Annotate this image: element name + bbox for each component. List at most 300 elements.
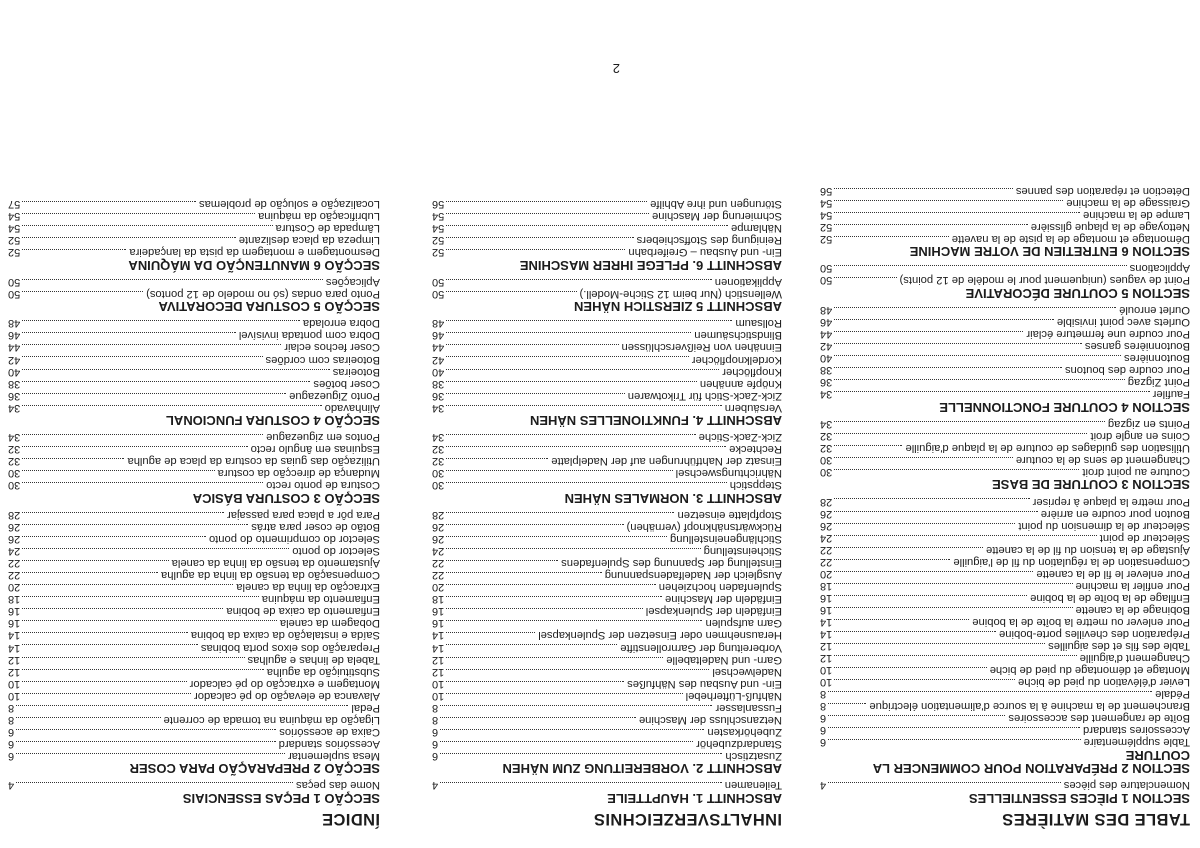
dot-leader <box>16 782 293 783</box>
entry-label: Enfilage de la boîte de la bobine <box>1030 591 1190 604</box>
entry-label: Zusatztisch <box>725 749 782 762</box>
entry-label: Accessoires standard <box>1083 724 1190 737</box>
dot-leader <box>446 344 618 345</box>
toc-entry <box>820 700 1190 712</box>
dot-leader <box>834 277 896 278</box>
entry-label: Alavanca de elevação do pé calcador <box>194 689 380 702</box>
entry-page-number: 36 <box>820 376 833 389</box>
toc-entry <box>8 678 380 690</box>
entry-label: Botão de coser para atrás <box>251 521 380 534</box>
dot-leader <box>834 523 1015 524</box>
toc-entry <box>820 688 1190 700</box>
dot-leader <box>22 201 196 202</box>
toc-entry <box>432 354 782 366</box>
toc-entry <box>820 304 1190 316</box>
toc-entry <box>8 288 380 300</box>
entry-page-number: 34 <box>8 401 21 414</box>
toc-entry <box>432 726 782 738</box>
entry-label: Localização e solução de problemas <box>199 198 380 211</box>
entry-page-number: 54 <box>432 222 445 235</box>
toc-entry <box>8 533 380 545</box>
entry-label: Versäubern <box>724 401 782 414</box>
dot-leader <box>446 470 672 471</box>
toc-section <box>432 779 782 805</box>
dot-leader <box>22 596 259 597</box>
entry-label: Schmierung der Maschine <box>652 210 782 223</box>
toc-entry <box>432 479 782 491</box>
entry-page-number: 30 <box>8 479 21 492</box>
dot-leader <box>440 782 722 783</box>
toc-section <box>8 276 380 314</box>
section-title: ABSCHNITT 1. HAUPTTEILE <box>607 791 782 806</box>
entry-label: Para pôr a placa para passajar <box>227 509 380 522</box>
entry-page-number: 22 <box>820 543 833 556</box>
dot-leader <box>22 446 247 447</box>
entry-page-number: 36 <box>432 389 445 402</box>
dot-leader <box>446 669 709 670</box>
toc-entry <box>820 592 1190 604</box>
entry-label: Ein- und Ausbau des Nähfußes <box>627 677 782 690</box>
entry-label: Spulenfaden hochziehen <box>658 581 782 594</box>
dot-leader <box>446 369 719 370</box>
toc-entry <box>432 467 782 479</box>
toc-entry <box>8 666 380 678</box>
entry-page-number: 50 <box>8 275 21 288</box>
toc-entry <box>820 221 1190 233</box>
entry-label: Kordelknopflöcher <box>691 353 782 366</box>
entry-label: Nome das peças <box>296 779 380 792</box>
entry-page-number: 30 <box>432 467 445 480</box>
entry-label: Einfädeln der Spulenkapsel <box>645 605 782 618</box>
entry-page-number: 46 <box>820 315 833 328</box>
entry-page-number: 54 <box>820 196 833 209</box>
toc-entry <box>8 354 380 366</box>
entry-page-number: 16 <box>8 605 21 618</box>
toc-entry <box>8 455 380 467</box>
entry-label: Changement de sens de la couture <box>1015 453 1190 466</box>
toc-entry <box>432 234 782 246</box>
entry-label: Faufiler <box>1152 388 1190 401</box>
toc-entry <box>820 233 1190 245</box>
toc-entry <box>820 328 1190 340</box>
entry-page-number: 30 <box>8 467 21 480</box>
entry-page-number: 44 <box>8 341 21 354</box>
toc-entry <box>8 521 380 533</box>
toc-entry <box>820 640 1190 652</box>
entry-page-number: 14 <box>8 641 21 654</box>
dot-leader <box>22 548 289 549</box>
toc-entry <box>820 418 1190 430</box>
toc-entry <box>8 593 380 605</box>
entry-page-number: 4 <box>8 779 15 792</box>
entry-label: Démontage et montage de la piste de la navette <box>951 232 1190 245</box>
entry-page-number: 12 <box>820 640 833 653</box>
toc-entry <box>432 666 782 678</box>
toc-section <box>432 276 782 314</box>
entry-label: Einstellung der Spannung des Spulenfadens <box>561 557 782 570</box>
entry-label: Vorbereitung der Garnrollenstifte <box>620 641 782 654</box>
dot-leader <box>22 608 223 609</box>
entry-label: Acessórios standard <box>278 737 380 750</box>
dot-leader <box>834 679 1015 680</box>
dot-leader <box>446 524 623 525</box>
toc-entry <box>8 629 380 641</box>
entry-label: Wellenstich (Nur beim 12 Stiche-Modell.) <box>579 287 782 300</box>
entry-page-number: 44 <box>820 328 833 340</box>
dot-leader <box>22 584 233 585</box>
toc-entry <box>432 288 782 300</box>
dot-leader <box>446 584 656 585</box>
toc-section <box>820 262 1190 300</box>
entry-label: Pour enlever le fil de la canette <box>1036 567 1190 580</box>
entry-label: Coser botões <box>313 377 380 390</box>
section-title: ABSCHNITT 6. PFLEGE IHRER MASCHINE <box>519 257 782 273</box>
entry-page-number: 6 <box>820 736 827 749</box>
toc-section <box>432 509 782 775</box>
entry-label: Pontos em ziguezague <box>266 431 380 444</box>
entry-label: Zick-Zack-Stiche <box>698 431 782 444</box>
dot-leader <box>834 655 1076 656</box>
dot-leader <box>828 691 1152 692</box>
dot-leader <box>22 536 206 537</box>
dot-leader <box>834 433 1087 434</box>
entry-label: Zubehörkasten <box>707 725 782 738</box>
dot-leader <box>446 596 662 597</box>
section-title: SECTION 5 COUTURE DÉCORATIVE <box>965 285 1190 301</box>
entry-page-number: 8 <box>8 701 15 714</box>
entry-page-number: 56 <box>820 184 833 197</box>
entry-label: Reinigung des Stoffschiebers <box>636 234 782 247</box>
toc-section <box>8 509 380 775</box>
entry-page-number: 14 <box>432 629 445 642</box>
entry-label: Pour coudre des boutons <box>1064 364 1190 377</box>
dot-leader <box>834 631 996 632</box>
entry-label: Alinhavado <box>324 401 380 414</box>
entry-label: Nährichtungswechsel <box>675 467 782 480</box>
toc-entry <box>432 198 782 210</box>
toc-entry <box>8 467 380 479</box>
toc-entry <box>432 617 782 629</box>
toc-entry <box>432 738 782 750</box>
dot-leader <box>22 644 198 645</box>
dot-leader <box>834 498 1029 499</box>
entry-label: Lubrificação da máquina <box>258 210 380 223</box>
entry-page-number: 16 <box>432 617 445 630</box>
entry-page-number: 48 <box>8 317 21 330</box>
toc-section <box>8 431 380 505</box>
entry-page-number: 42 <box>432 353 445 366</box>
entry-page-number: 10 <box>432 677 445 690</box>
entry-page-number: 20 <box>432 581 445 594</box>
toc-entry <box>8 479 380 491</box>
toc-entry <box>432 390 782 402</box>
dot-leader <box>22 560 168 561</box>
section-title: ABSCHNITT 4. FUNKTIONELLES NÄHEN <box>529 413 782 429</box>
entry-page-number: 48 <box>820 303 833 316</box>
dot-leader <box>834 379 1125 380</box>
entry-label: Aplicações <box>325 275 380 288</box>
toc-entry <box>820 532 1190 544</box>
toc-entry <box>820 616 1190 628</box>
entry-label: Rechtecke <box>729 443 782 456</box>
entry-page-number: 34 <box>8 431 21 444</box>
dot-leader <box>834 343 1082 344</box>
toc-title: ÍNDICE <box>321 810 380 828</box>
entry-page-number: 16 <box>8 617 21 630</box>
entry-page-number: 46 <box>432 329 445 342</box>
entry-label: Pour mettre la plaque à repriser <box>1032 495 1190 508</box>
entry-page-number: 6 <box>8 725 15 738</box>
dot-leader <box>16 705 348 706</box>
entry-label: Coins en angle droit <box>1090 429 1190 442</box>
dot-leader <box>446 608 643 609</box>
entry-page-number: 8 <box>820 688 827 701</box>
entry-label: Enfiamento da máquina <box>261 593 380 606</box>
section-title: SECÇÃO 1 PEÇAS ESSENCIAIS <box>182 791 380 806</box>
entry-label: Ligação da máquina na tomada de corrente <box>163 713 380 726</box>
entry-label: Blindstichsäumen <box>694 329 782 342</box>
section-title: SECÇÃO 3 COSTURA BÁSICA <box>192 490 380 506</box>
entry-page-number: 18 <box>432 593 445 606</box>
toc-entry <box>820 556 1190 568</box>
toc-entry <box>8 738 380 750</box>
entry-label: Ajustamento da tensão da linha da canela <box>171 557 380 570</box>
entry-page-number: 6 <box>820 724 827 737</box>
toc-entry <box>820 388 1190 400</box>
entry-page-number: 12 <box>432 665 445 678</box>
entry-label: Dobagem da canela <box>279 617 380 630</box>
entry-label: Knopflöcher <box>722 365 782 378</box>
entry-page-number: 16 <box>820 591 833 604</box>
entry-page-number: 42 <box>8 353 21 366</box>
entry-page-number: 32 <box>820 429 833 442</box>
entry-label: Bouton pour coudre en arrière <box>1040 507 1190 520</box>
entry-page-number: 16 <box>820 603 833 616</box>
entry-page-number: 4 <box>820 779 827 792</box>
entry-page-number: 52 <box>820 220 833 233</box>
dot-leader <box>834 236 949 237</box>
toc-entry <box>432 246 782 258</box>
toc-entry <box>432 329 782 341</box>
entry-label: Dobra enrolada <box>302 317 380 330</box>
toc-entry <box>820 376 1190 388</box>
entry-page-number: 52 <box>820 232 833 245</box>
entry-label: Utilisation des guidages de couture de la plaque d'aiguille <box>905 441 1190 454</box>
toc-entry <box>8 690 380 702</box>
dot-leader <box>22 405 321 406</box>
entry-page-number: 10 <box>8 689 21 702</box>
entry-page-number: 52 <box>8 234 21 247</box>
toc-entry <box>432 654 782 666</box>
entry-label: Coser fechos eclair <box>284 341 380 354</box>
dot-leader <box>22 344 281 345</box>
entry-label: Pédale <box>1155 688 1190 701</box>
toc-entry <box>8 431 380 443</box>
dot-leader <box>440 717 636 718</box>
dot-leader <box>446 237 633 238</box>
entry-label: Ourlet enroulé <box>1119 303 1190 316</box>
toc-section <box>432 431 782 505</box>
dot-leader <box>22 279 323 280</box>
dot-leader <box>834 331 1023 332</box>
dot-leader <box>446 446 726 447</box>
entry-page-number: 32 <box>432 443 445 456</box>
entry-label: Lâmpada de Costura <box>275 222 380 235</box>
entry-label: Boutonnières ganses <box>1084 340 1190 353</box>
entry-label: Rollsaum <box>735 317 782 330</box>
entry-label: Netzanschluss der Maschine <box>638 713 782 726</box>
dot-leader <box>834 265 1126 266</box>
toc-entry <box>432 678 782 690</box>
toc-entry <box>432 545 782 557</box>
dot-leader <box>834 511 1037 512</box>
entry-label: Branchement de la machine à la source d'alimentation électrique <box>869 700 1190 713</box>
dot-leader <box>22 320 300 321</box>
dot-leader <box>828 715 1005 716</box>
dot-leader <box>834 200 1063 201</box>
entry-page-number: 42 <box>820 340 833 353</box>
entry-label: Graissage de la machine <box>1066 196 1190 209</box>
toc-column-portuguese <box>8 198 380 828</box>
toc-entry <box>432 276 782 288</box>
toc-section <box>8 198 380 272</box>
entry-label: Mudança de direcção da costura <box>217 467 380 480</box>
entry-label: Saída e instalação da caixa da bobina <box>190 629 380 642</box>
entry-label: Ajustage de la tension du fil de la canette <box>985 543 1190 556</box>
dot-leader <box>22 572 158 573</box>
dot-leader <box>16 717 160 718</box>
entry-page-number: 4 <box>432 779 439 792</box>
section-title: ABSCHNITT 2. VORBEREITUNG ZUM NÄHEN <box>502 761 782 777</box>
entry-label: Teilenamen <box>724 779 782 792</box>
dot-leader <box>440 741 693 742</box>
entry-label: Nadelwechsel <box>712 665 782 678</box>
entry-label: Standardzubehör <box>696 737 782 750</box>
section-title: SECTION 2 PRÉPARATION POUR COMMENCER LA COUTURE <box>873 747 1190 777</box>
entry-page-number: 44 <box>432 341 445 354</box>
toc-entry <box>820 197 1190 209</box>
toc-entry <box>820 442 1190 454</box>
entry-label: Nählampe <box>731 222 782 235</box>
entry-page-number: 30 <box>820 453 833 466</box>
dot-leader <box>446 381 697 382</box>
toc-section <box>820 185 1190 259</box>
toc-entry <box>8 545 380 557</box>
entry-label: Montage et démontage du pied de biche <box>989 664 1190 677</box>
dot-leader <box>828 727 1080 728</box>
dot-leader <box>446 357 689 358</box>
toc-entry <box>820 779 1190 791</box>
toc-entry <box>8 779 380 791</box>
section-title: ABSCHNITT 3. NORMALES NÄHEN <box>564 490 782 506</box>
toc-entry <box>432 521 782 533</box>
entry-page-number: 54 <box>432 210 445 223</box>
entry-label: Ein- und Ausbau – Greiferbahn <box>628 246 782 259</box>
dot-leader <box>834 469 1079 470</box>
entry-page-number: 6 <box>432 749 439 762</box>
entry-page-number: 20 <box>8 581 21 594</box>
entry-page-number: 28 <box>820 495 833 508</box>
entry-page-number: 30 <box>820 465 833 478</box>
entry-page-number: 24 <box>820 531 833 544</box>
entry-page-number: 18 <box>820 579 833 592</box>
entry-page-number: 32 <box>8 455 21 468</box>
entry-page-number: 12 <box>8 665 21 678</box>
entry-page-number: 10 <box>8 677 21 690</box>
dot-leader <box>446 213 649 214</box>
toc-section <box>432 317 782 427</box>
toc-entry <box>820 209 1190 221</box>
entry-label: Limpeza da placa deslizante <box>238 234 380 247</box>
toc-entry <box>432 581 782 593</box>
dot-leader <box>446 620 702 621</box>
dot-leader <box>828 703 866 704</box>
toc-entry <box>820 340 1190 352</box>
entry-label: Tabela de linhas e agulhas <box>247 653 380 666</box>
entry-page-number: 40 <box>8 365 21 378</box>
entry-page-number: 52 <box>8 246 21 259</box>
entry-page-number: 16 <box>432 605 445 618</box>
entry-page-number: 6 <box>432 725 439 738</box>
dot-leader <box>22 225 272 226</box>
entry-page-number: 56 <box>432 198 445 211</box>
dot-leader <box>22 482 263 483</box>
toc-entry <box>820 568 1190 580</box>
entry-label: Fussanlasser <box>715 701 782 714</box>
toc-entry <box>820 724 1190 736</box>
entry-page-number: 22 <box>8 557 21 570</box>
entry-page-number: 40 <box>820 352 833 365</box>
entry-page-number: 34 <box>820 388 833 401</box>
toc-entry <box>8 702 380 714</box>
toc-entry <box>820 604 1190 616</box>
toc-entry <box>820 580 1190 592</box>
entry-page-number: 20 <box>820 567 833 580</box>
entry-page-number: 22 <box>820 555 833 568</box>
toc-entry <box>820 628 1190 640</box>
entry-page-number: 26 <box>820 519 833 532</box>
dot-leader <box>828 782 1061 783</box>
toc-section <box>432 198 782 272</box>
dot-leader <box>446 536 667 537</box>
toc-entry <box>8 654 380 666</box>
entry-label: Selector do ponto <box>292 545 380 558</box>
entry-label: Détection et réparation des pannes <box>1015 184 1190 197</box>
entry-label: Störungen und ihre Abhilfe <box>650 198 782 211</box>
toc-entry <box>432 402 782 414</box>
dot-leader <box>22 693 191 694</box>
entry-page-number: 22 <box>432 557 445 570</box>
entry-label: Pedal <box>351 701 380 714</box>
entry-page-number: 14 <box>432 641 445 654</box>
entry-page-number: 26 <box>8 521 21 534</box>
entry-label: Nettoyage de la plaque glissière <box>1030 220 1190 233</box>
dot-leader <box>22 357 262 358</box>
section-title: SECTION 1 PIÈCES ESSENTIELLES <box>968 791 1190 806</box>
dot-leader <box>446 320 732 321</box>
toc-entry <box>8 246 380 258</box>
entry-label: Pour enlever ou mettre la boîte de la bobine <box>972 615 1190 628</box>
dot-leader <box>22 512 224 513</box>
entry-label: Garn- und Nadeltabelle <box>666 653 782 666</box>
section-title: SECTION 4 COUTURE FONCTIONNELLE <box>939 399 1190 415</box>
entry-label: Einsatz der Nahtführungen auf der Nadelplatte <box>551 455 782 468</box>
entry-page-number: 26 <box>820 507 833 520</box>
toc-entry <box>8 198 380 210</box>
entry-label: Compensation de la régulation du fil de l'aiguille <box>953 555 1190 568</box>
dot-leader <box>834 583 1072 584</box>
entry-label: Point de vagues (uniquement pour le modèle de 12 points) <box>899 274 1190 287</box>
